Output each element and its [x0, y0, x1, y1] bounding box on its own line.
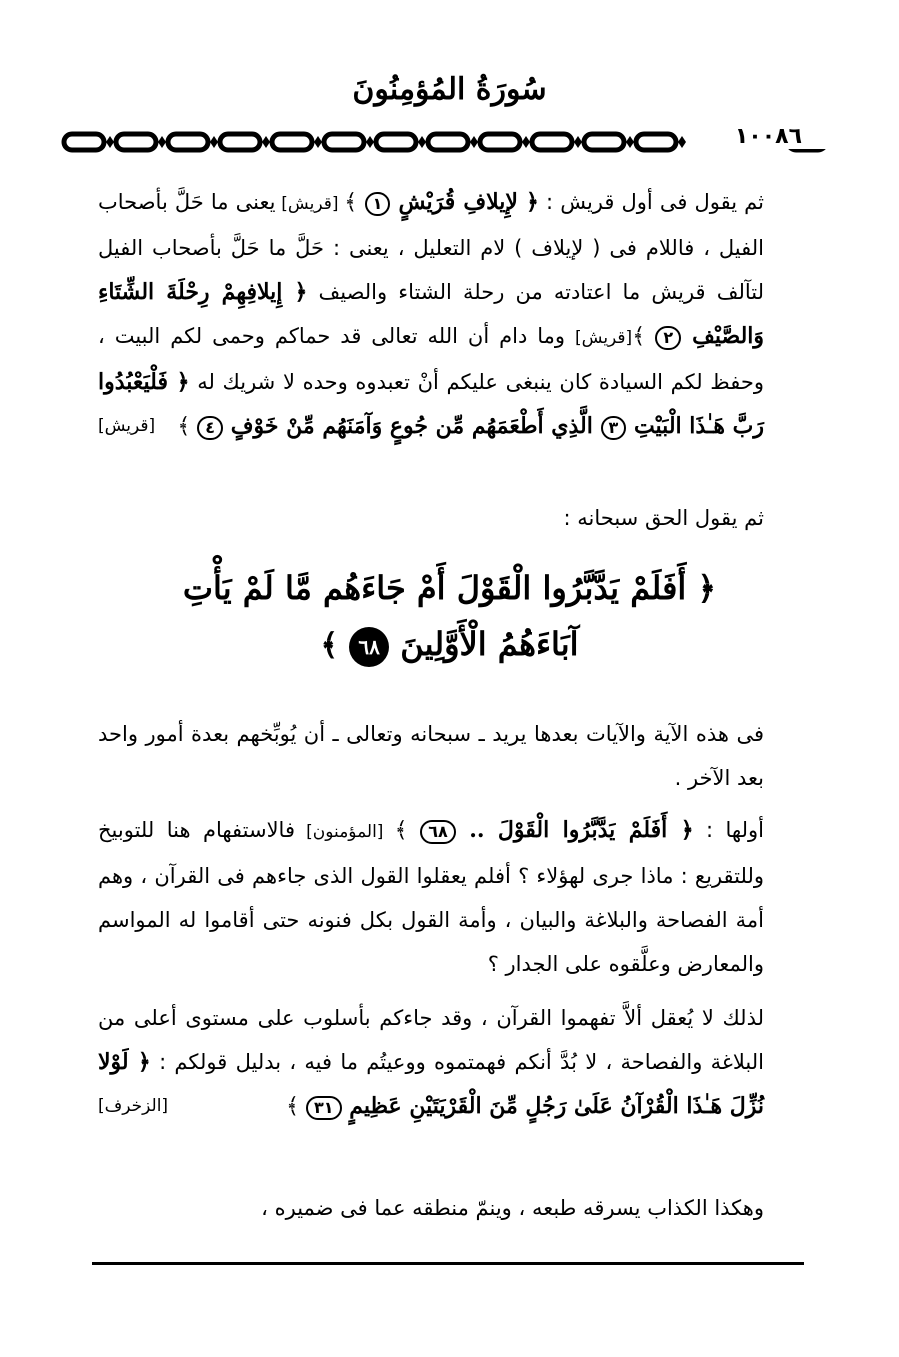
quran-verse-line-1: ﴿ أَفَلَمْ يَدَّبَّرُوا الْقَوْلَ أَمْ جَاءَهُم مَّا لَمْ يَأْتِ [182, 569, 717, 607]
ayah-close-bracket: ﴾ [286, 1094, 307, 1119]
ayah-close-bracket: ﴾ [320, 628, 339, 663]
ayah-close-bracket: ﴾ [344, 190, 365, 215]
ayah-number: ٤ [197, 416, 223, 440]
ayah-zukhruf-31: ﴿ لَوْلا نُزِّلَ هَـٰذَا الْقُرْآنُ عَلَىٰ رَجُلٍ مِّنَ الْقَرْيَتَيْنِ عَظِيمٍ [98, 1049, 764, 1119]
page-number: ١٠٠٨٦ [710, 124, 830, 149]
surah-reference: [قريش] [275, 194, 345, 214]
quran-verse-block [0, 560, 899, 674]
ayah-number: ١ [365, 192, 391, 216]
ayah-number: ٣ [601, 416, 627, 440]
ayah-number: ٢ [655, 326, 681, 350]
p5-explanation: لذلك لا يُعقل ألاَّ تفهموا القرآن ، وقد جاءكم بأسلوب على مستوى أعلى من البلاغة والفصاحة ، لا بُدَّ أنكم فهمتموه ووعيتُم ما فيه ، بدليل قولكم : [98, 1006, 764, 1074]
paragraph-therefore [98, 996, 804, 1129]
ayah-muminun-68: ﴿ أَفَلَمْ يَدَّبَّرُوا الْقَوْلَ .. [455, 817, 694, 843]
ayah-number: ٦٨ [420, 820, 456, 844]
paragraph-quraysh [98, 180, 804, 449]
ayah-quraysh-2: ﴿ إِيلافِهِمْ رِحْلَةَ الشِّتَاءِ وَالصَّيْفِ [98, 279, 765, 349]
ayah-quraysh-3: ﴿ فَلْيَعْبُدُوا رَبَّ هَـٰذَا الْبَيْتِ [98, 369, 764, 439]
paragraph-intro-verse [98, 496, 804, 540]
paragraph-quraysh-text [98, 180, 804, 449]
ayah-number-medallion: ٦٨ [349, 627, 389, 667]
p1-explanation: يعنى ما حَلَّ بأصحاب الفيل ، فاللام فى ( لإيلاف ) لام التعليل ، يعنى : حَلَّ ما حَلَّ بأصحاب الفيل لتآلف قريش ما اعتادته من رحلة الشتاء والصيف [98, 190, 764, 304]
p4-explanation: فالاستفهام هنا للتوبيخ وللتقريع : ماذا جرى لهؤلاء ؟ أفلم يعقلوا القول الذى جاءهم فى القرآن ، وهم أمة الفصاحة والبلاغة والبيان ، وأمة القول بكل فنونه حتى أقاموا له المواسم والمعارض وعلَّقوه على الجدار ؟ [98, 818, 764, 976]
paragraph-liar [98, 1186, 804, 1230]
surah-reference: [قريش] [575, 328, 633, 348]
p5-text [98, 996, 804, 1129]
p3-text: فى هذه الآية والآيات بعدها يريد ـ سبحانه وتعالى ـ أن يُوبِّخهم بعدة أمور واحد بعد الآخر . [98, 722, 764, 790]
quran-verse-line-2 [0, 616, 899, 674]
ayah-quraysh-4: الَّذِي أَطْعَمَهُم مِّن جُوعٍ وَآمَنَهُم مِّنْ خَوْفٍ [223, 413, 601, 439]
ayah-close-bracket: ﴾ [394, 818, 421, 843]
p6-text: وهكذا الكذاب يسرقه طبعه ، وينمّ منطقه عما فى ضميره ، [261, 1196, 764, 1220]
p1-intro: ثم يقول فى أول قريش : [538, 190, 764, 214]
ayah-close-bracket: ﴾ [177, 414, 198, 439]
p4-lead: أولها : [693, 818, 764, 842]
footer-divider [92, 1262, 804, 1265]
surah-reference: [المؤمنون] [295, 822, 395, 842]
surah-reference: [قريش] [98, 416, 156, 436]
p1-explanation-2: وما دام أن الله تعالى قد حماكم وحمى لكم البيت ، وحفظ لكم السيادة كان ينبغى عليكم أنْ تعبدوه وحده لا شريك له [98, 324, 764, 394]
paragraph-first [98, 808, 804, 986]
paragraph-rebuke [98, 712, 804, 800]
p2-text: ثم يقول الحق سبحانه : [563, 506, 764, 530]
ayah-close-bracket: ﴾ [632, 324, 656, 349]
surah-reference: [الزخرف] [98, 1096, 169, 1116]
quran-verse-line-2-text: آبَاءَهُمُ الْأَوَّلِينَ [400, 625, 579, 663]
surah-title: سُورَةُ المُؤمِنُونَ [352, 72, 547, 107]
p4-text [98, 808, 804, 986]
ayah-quraysh-1: ﴿ لإِيلافِ قُرَيْشٍ [390, 189, 539, 215]
ayah-number: ٣١ [306, 1096, 342, 1120]
